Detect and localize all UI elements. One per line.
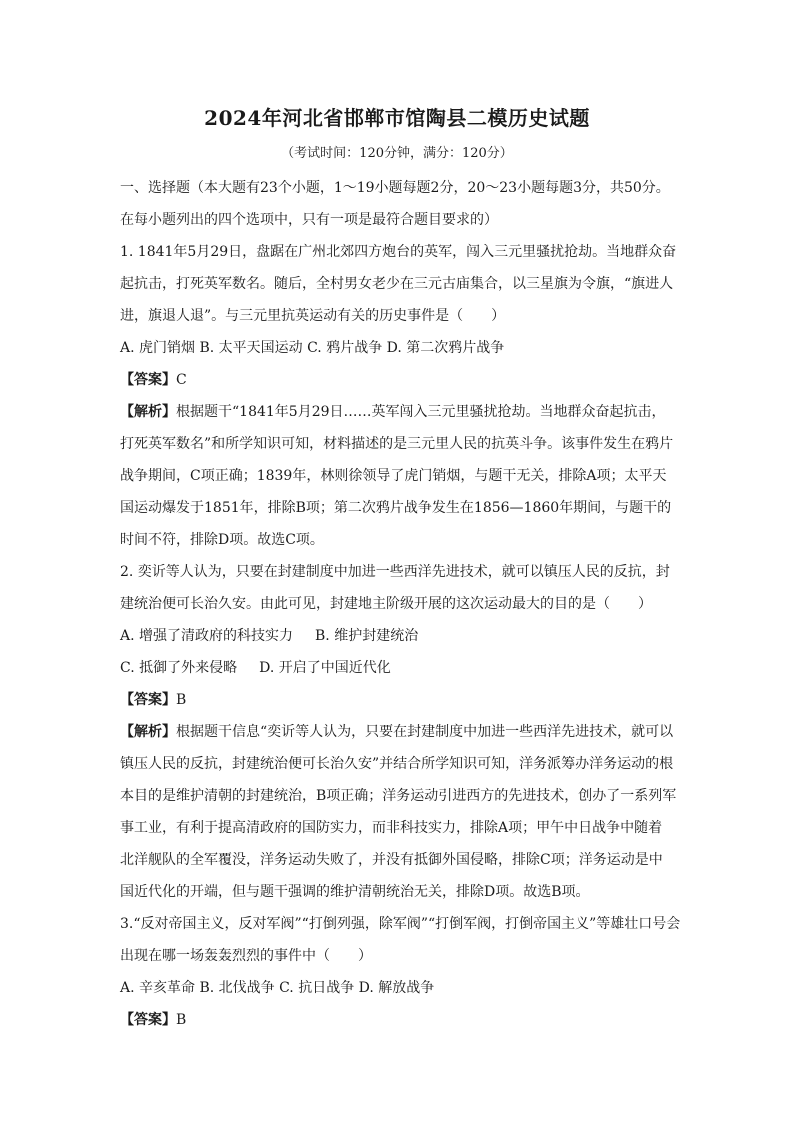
question-1-analysis-line: 时间不符，排除D项。故选C项。 [120,532,324,548]
question-2-options-row-1 [120,620,680,652]
answer-value: B [176,1012,187,1028]
analysis-text: 根据题干信息“奕䜣等人认为，只要在封建制度中加进一些西洋先进技术，就可以 [176,724,674,740]
question-2-answer [120,684,680,716]
question-2-analysis-line: 镇压人民的反抗，封建统治便可长治久安”并结合所学知识可知，洋务派筹办洋务运动的根 [120,756,674,772]
analysis-text: 根据题干“1841年5月29日……英军闯入三元里骚扰抢劫。当地群众奋起抗击， [176,404,666,420]
question-1-analysis-line: 打死英军数名”和所学知识可知，材料描述的是三元里人民的抗英斗争。该事件发生在鸦片 [120,436,674,452]
question-2-analysis-line: 北洋舰队的全军覆没，洋务运动失败了，并没有抵御外国侵略，排除C项；洋务运动是中 [120,852,663,868]
answer-label: 【答案】 [120,692,176,708]
section-heading-line-2: 在每小题列出的四个选项中，只有一项是最符合题目要求的） [120,212,498,228]
question-2-analysis-line: 事工业，有利于提高清政府的国防实力，而非科技实力，排除A项；甲午中日战争中随着 [120,820,663,836]
question-1-analysis-line [120,396,680,428]
answer-label: 【答案】 [120,1012,176,1028]
question-1-stem-line: 进，旗退人退”。与三元里抗英运动有关的历史事件是（ ） [120,308,506,324]
question-3-stem-line: 出现在哪一场轰轰烈烈的事件中（ ） [120,948,372,964]
question-1-analysis-line: 战争期间，C项正确；1839年，林则徐领导了虎门销烟，与题干无关，排除A项；太平天 [120,468,667,484]
answer-value: B [176,692,187,708]
question-2-stem-line: 建统治便可长治久安。由此可见，封建地主阶级开展的这次运动最大的目的是（ ） [120,596,652,612]
option-d: D. 开启了中国近代化 [259,660,391,676]
exam-info: （考试时间：120分钟，满分：120分） [281,146,513,161]
question-1-stem-line: 1. 1841年5月29日，盘踞在广州北郊四方炮台的英军，闯入三元里骚扰抢劫。当地群众奋 [120,244,677,260]
question-1-options: A. 虎门销烟 B. 太平天国运动 C. 鸦片战争 D. 第二次鸦片战争 [120,340,505,356]
question-2-analysis-line: 本目的是维护清朝的封建统治，B项正确；洋务运动引进西方的先进技术，创办了一系列军 [120,788,677,804]
option-c: C. 抵御了外来侵略 [120,660,238,676]
option-a: A. 增强了清政府的科技实力 [120,628,294,644]
question-2-stem-line: 2. 奕䜣等人认为，只要在封建制度中加进一些西洋先进技术，就可以镇压人民的反抗，封 [120,564,670,580]
section-heading-line-1: 一、选择题（本大题有23个小题，1～19小题每题2分，20～23小题每题3分，共50分。 [120,180,670,196]
answer-value: C [176,372,187,388]
question-2-analysis-line [120,716,680,748]
answer-label: 【答案】 [120,372,176,388]
document-body [120,172,680,1036]
question-2-analysis-line: 国近代化的开端，但与题干强调的维护清朝统治无关，排除D项。故选B项。 [120,884,590,900]
question-3-stem-line: 3.“反对帝国主义，反对军阀”“打倒列强，除军阀”“打倒军阀，打倒帝国主义”等雄壮口号会 [120,916,681,932]
question-3-options: A. 辛亥革命 B. 北伐战争 C. 抗日战争 D. 解放战争 [120,980,435,996]
question-1-analysis-line: 国运动爆发于1851年，排除B项；第二次鸦片战争发生在1856—1860年期间，与题干的 [120,500,672,516]
question-1-stem-line: 起抗击，打死英军数名。随后，全村男女老少在三元古庙集合，以三星旗为令旗，“旗进人 [120,276,674,292]
question-2-options-row-2 [120,652,680,684]
analysis-label: 【解析】 [120,724,176,740]
option-b: B. 维护封建统治 [315,628,419,644]
question-3-answer [120,1004,680,1036]
question-1-answer [120,364,680,396]
page-title: 2024年河北省邯郸市馆陶县二模历史试题 [204,106,590,130]
analysis-label: 【解析】 [120,404,176,420]
